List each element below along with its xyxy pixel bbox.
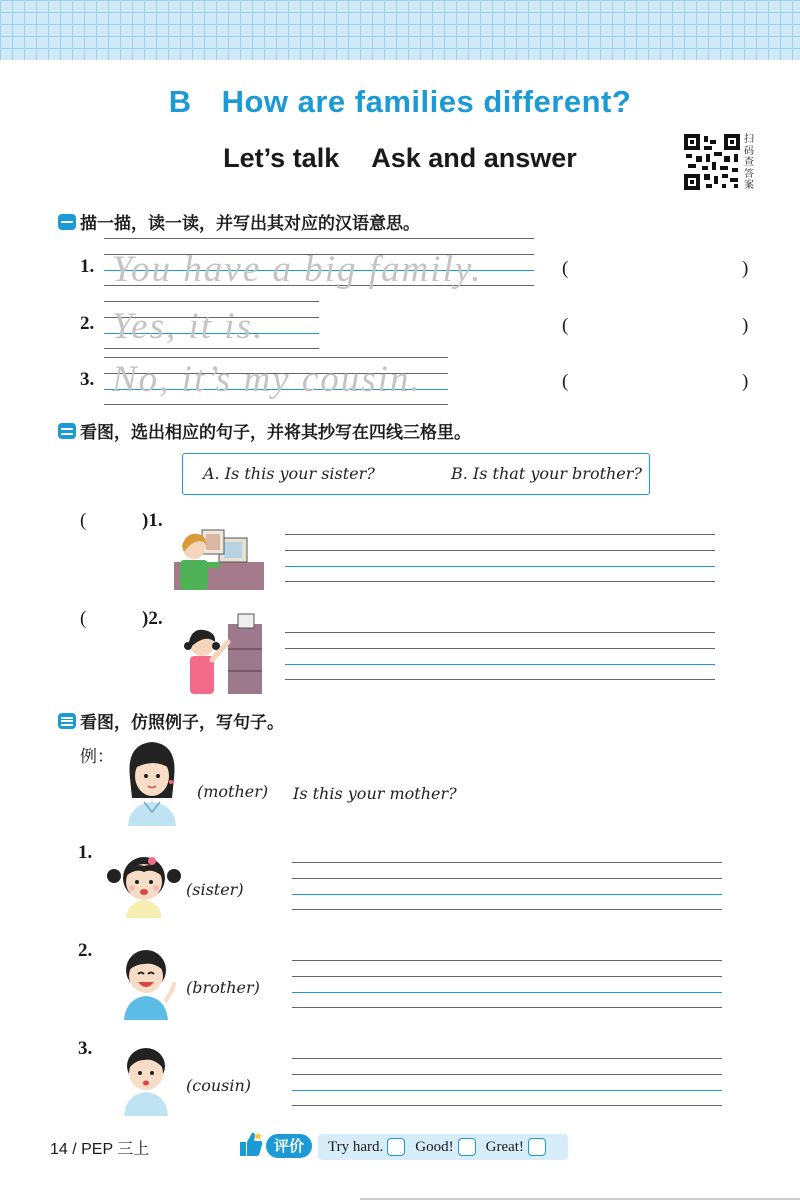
- copy-lines-1: [285, 534, 715, 582]
- section2-heading-text: 看图，选出相应的句子，并将其抄写在四线三格里。: [80, 423, 471, 443]
- sister-illustration: [106, 848, 182, 918]
- rating-good-label: Good!: [415, 1138, 454, 1155]
- thumbs-up-icon: [238, 1130, 264, 1158]
- item-number-2: 2.: [80, 313, 95, 334]
- evaluation-label: 评价: [266, 1134, 312, 1158]
- example-label: 例：: [80, 747, 114, 767]
- rating-try-hard-label: Try hard.: [328, 1138, 384, 1155]
- choice-label-1: )1.: [142, 510, 163, 531]
- section1-number-icon: [58, 214, 76, 230]
- choice-paren-2: (: [80, 608, 87, 629]
- page-number: 14 / PEP 三上: [50, 1141, 150, 1158]
- answer-paren-close-3: ): [742, 371, 749, 392]
- options-box: [182, 453, 650, 495]
- s3-word-1: (sister): [186, 880, 244, 899]
- write-lines-1: [292, 862, 722, 910]
- section3-heading-text: 看图，仿照例子，写句子。: [80, 713, 284, 733]
- section3-number-icon: [58, 713, 76, 729]
- choice-label-2: )2.: [142, 608, 163, 629]
- option-a: A. Is this your sister?: [203, 464, 375, 483]
- trace-sentence-1: You have a big family.: [112, 249, 483, 290]
- answer-paren-close-1: ): [742, 258, 749, 279]
- item-number-3: 3.: [80, 369, 95, 390]
- example-sentence: Is this your mother?: [293, 784, 457, 803]
- cousin-illustration: [114, 1042, 178, 1116]
- copy-lines-2: [285, 632, 715, 680]
- section2-number-icon: [58, 423, 76, 439]
- girl-with-photos-illustration: [174, 522, 264, 590]
- rating-good-checkbox[interactable]: [458, 1138, 476, 1156]
- s3-word-2: (brother): [186, 978, 260, 997]
- item-number-1: 1.: [80, 256, 95, 277]
- rating-try-hard-checkbox[interactable]: [387, 1138, 405, 1156]
- example-word: (mother): [197, 782, 269, 801]
- section3-heading: [58, 708, 284, 733]
- option-b: B. Is that your brother?: [451, 464, 642, 483]
- brother-illustration: [114, 944, 178, 1020]
- subtitle-right: Ask and answer: [371, 143, 577, 173]
- qr-caption: 扫码查答案: [744, 134, 754, 191]
- rating-great: [486, 1138, 546, 1156]
- trace-sentence-3: No, it’s my cousin.: [112, 359, 422, 400]
- answer-paren-open-2: (: [562, 315, 569, 336]
- write-lines-3: [292, 1058, 722, 1106]
- s3-word-3: (cousin): [186, 1076, 252, 1095]
- rating-try-hard: [328, 1138, 405, 1156]
- rating-great-checkbox[interactable]: [528, 1138, 546, 1156]
- section1-heading-text: 描一描，读一读，并写出其对应的汉语意思。: [80, 214, 420, 234]
- subtitle-left: Let’s talk: [223, 143, 340, 173]
- title-letter: B: [168, 84, 192, 119]
- rating-great-label: Great!: [485, 1138, 524, 1155]
- s3-number-1: 1.: [78, 842, 93, 863]
- top-grid-band: [0, 0, 800, 60]
- answer-paren-open-1: (: [562, 258, 569, 279]
- choice-paren-1: (: [80, 510, 87, 531]
- page-title: [0, 84, 800, 120]
- answer-paren-open-3: (: [562, 371, 569, 392]
- mother-illustration: [120, 738, 184, 826]
- page-subtitle: [0, 143, 800, 174]
- s3-number-2: 2.: [78, 940, 93, 961]
- answer-paren-close-2: ): [742, 315, 749, 336]
- title-text: How are families different?: [221, 84, 632, 119]
- girl-pointing-illustration: [172, 612, 264, 694]
- trace-sentence-2: Yes, it is.: [112, 306, 265, 347]
- rating-bar: [318, 1134, 568, 1160]
- section2-heading: [58, 418, 471, 443]
- qr-code-icon[interactable]: [684, 134, 740, 190]
- s3-number-3: 3.: [78, 1038, 93, 1059]
- rating-good: [415, 1138, 475, 1156]
- write-lines-2: [292, 960, 722, 1008]
- section1-heading: [58, 209, 420, 234]
